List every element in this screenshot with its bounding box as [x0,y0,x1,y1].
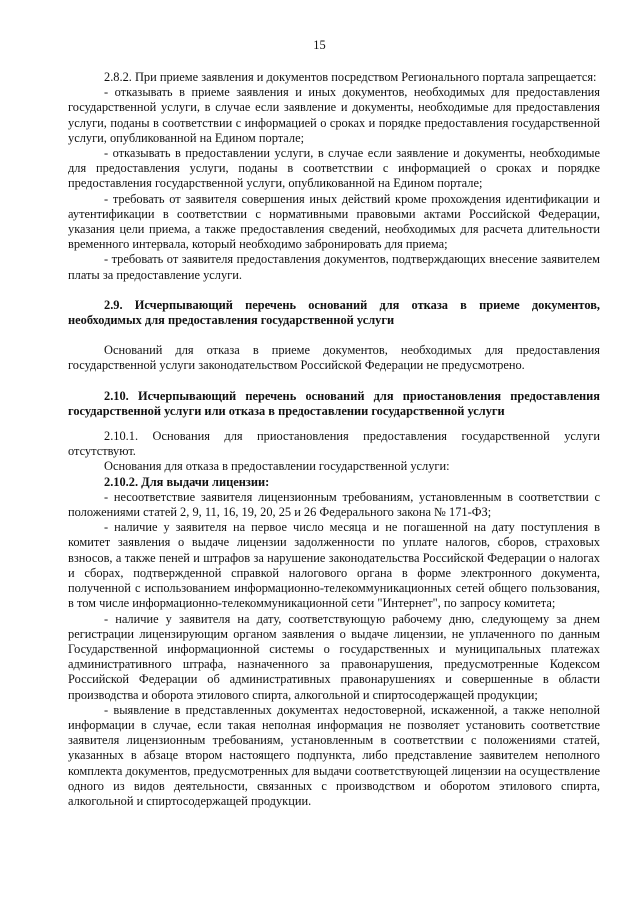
paragraph: - выявление в представленных документах недостоверной, искаженной, а также неполной информации в случае, если такая неполная информация не позволяет установить соответствие заявителя лицензионным требованиям, установленным в соответствии с положениями статей, указанных в абзаце втором настоящего подпункта, либо представление заявителем неполного комплекта документов, предусмотренных для выдачи соответствующей лицензии на осуществление одного из видов деятельности, связанных с производством и оборотом этилового спирта, алкогольной и спиртосодержащей продукции. [68,702,600,808]
paragraph: Основания для отказа в предоставлении государственной услуги: [104,459,450,474]
paragraph: - наличие у заявителя на дату, соответствующую рабочему дню, следующему за днем регистрации лицензирующим органом заявления о выдаче лицензии, не уплаченного по данным Государственной информационной системы о государственных и муниципальных платежах административного штрафа, назначенного за правонарушения, предусмотренные Кодексом Российской Федерации об административных правонарушениях и совершенные в области производства и оборота этилового спирта, алкогольной и спиртосодержащей продукции; [68,611,600,702]
paragraph: - несоответствие заявителя лицензионным требованиям, установленным в соответствии с положениями статей 2, 9, 11, 16, 19, 20, 25 и 26 Федерального закона № 171-ФЗ; [68,489,600,520]
paragraph: 2.8.2. При приеме заявления и документов посредством Регионального портала запрещается: [104,70,597,84]
document-body [68,70,600,809]
paragraph: - наличие у заявителя на первое число месяца и не погашенной на дату поступления в комитет заявления о выдаче лицензии задолженности по уплате налогов, сборов, страховых взносов, а также пеней и штрафов за нарушение законодательства Российской Федерации о налогах и сборах, подтвержденной справкой налогового органа в форме электронного документа, полученной с использованием информационно-телекоммуникационных сетей общего пользования, в том числе информационно-телекоммуникационной сети "Интернет", по запросу комитета; [68,520,600,611]
section-heading: 2.9. Исчерпывающий перечень оснований для отказа в приеме документов, необходимых для предоставления государственной услуги [68,297,600,328]
paragraph: - отказывать в предоставлении услуги, в случае если заявление и документы, необходимые для предоставления услуги, поданы в соответствии с информацией о сроках и порядке предоставления государственной услуги, опубликованной на Едином портале; [68,146,600,191]
section-heading: 2.10. Исчерпывающий перечень оснований для приостановления предоставления государственной услуги или отказа в предоставлении государственной услуги [68,388,600,418]
spacer [68,374,600,389]
paragraph: - требовать от заявителя совершения иных действий кроме прохождения идентификации и аутентификации в соответствии с нормативными правовыми актами Российской Федерации, указания цели приема, а также предоставления сведений, необходимых для расчета длительности временного интервала, который необходимо забронировать для приема; [68,191,600,252]
page-number: 15 [313,38,326,52]
paragraph: - требовать от заявителя предоставления документов, подтверждающих внесение заявителем платы за предоставление услуги. [68,252,600,282]
paragraph: - отказывать в приеме заявления и иных документов, необходимых для предоставления государственной услуги, в случае если заявление и документы, необходимые для предоставления услуги, поданы в соответствии с информацией о сроках и порядке предоставления государственной услуги, опубликованной на Едином портале; [68,85,600,145]
section-heading: 2.10.2. Для выдачи лицензии: [104,474,270,489]
paragraph: Оснований для отказа в приеме документов, необходимых для предоставления государственной услуги законодательством Российской Федерации не предусмотрено. [68,343,600,373]
spacer [68,419,600,429]
spacer [68,283,600,298]
spacer [68,328,600,343]
paragraph: 2.10.1. Основания для приостановления предоставления государственной услуги отсутствуют. [68,429,600,459]
